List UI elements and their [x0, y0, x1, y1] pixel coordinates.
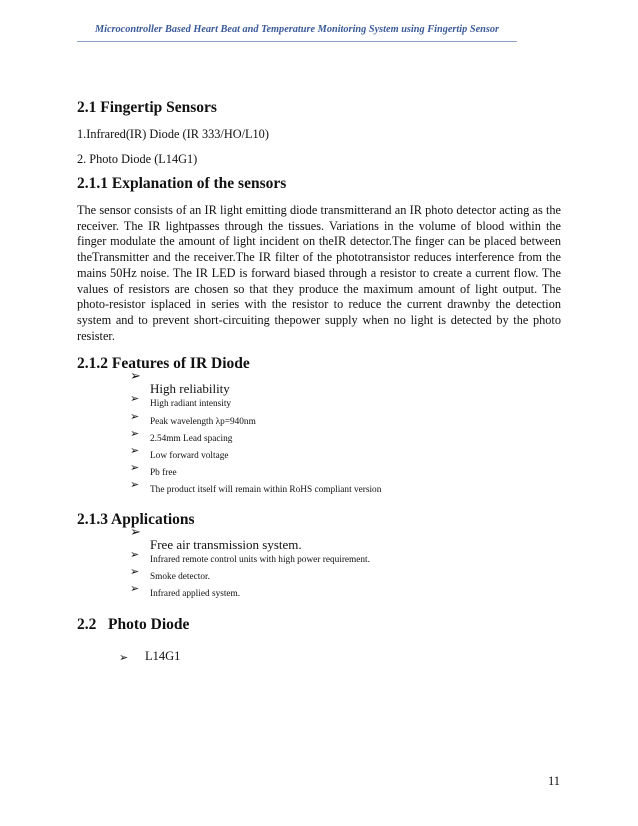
arrow-bullet-icon: ➢ [119, 652, 129, 665]
list-item [77, 523, 561, 552]
application-text: Infrared applied system. [150, 588, 241, 599]
list-item [77, 427, 561, 448]
page-content [77, 98, 561, 664]
sensor-item-photo-diode: 2. Photo Diode (L14G1) [77, 152, 198, 166]
feature-text: Pb free [150, 468, 177, 479]
arrow-bullet-icon: ➢ [130, 368, 141, 384]
photo-diode-model: L14G1 [145, 649, 181, 664]
photo-diode-item [77, 648, 561, 664]
arrow-bullet-icon: ➢ [130, 582, 140, 595]
heading-ir-features: 2.1.2 Features of IR Diode [77, 355, 250, 373]
heading-fingertip-sensors: 2.1 Fingertip Sensors [77, 99, 217, 116]
page-number: 11 [547, 774, 560, 788]
feature-text: Peak wavelength λp=940nm [150, 416, 256, 427]
heading-applications: 2.1.3 Applications [77, 510, 195, 528]
feature-text: The product itself will remain within RoHS compliant version [150, 485, 382, 496]
list-item [77, 393, 561, 413]
sensor-item-ir-diode: 1.Infrared(IR) Diode (IR 333/HO/L10) [77, 127, 269, 141]
application-text: Free air transmission system. [150, 536, 302, 552]
applications-list [77, 523, 561, 604]
list-item [77, 582, 561, 603]
list-item [77, 444, 561, 465]
running-header: Microcontroller Based Heart Beat and Temperature Monitoring System using Fingertip Sensor [94, 24, 500, 35]
heading-photo-diode: 2.2 Photo Diode [77, 616, 190, 634]
list-item [77, 548, 561, 569]
header-divider [77, 41, 517, 42]
application-text: Infrared remote control units with high power requirement. [150, 554, 370, 565]
arrow-bullet-icon: ➢ [130, 427, 140, 440]
arrow-bullet-icon: ➢ [130, 462, 140, 475]
list-item [77, 462, 561, 482]
list-item [77, 410, 561, 431]
heading-explanation: 2.1.1 Explanation of the sensors [77, 175, 287, 192]
list-item [77, 368, 561, 397]
arrow-bullet-icon: ➢ [130, 479, 140, 492]
ir-features-list [77, 368, 561, 499]
feature-text: High radiant intensity [150, 399, 232, 410]
arrow-bullet-icon: ➢ [130, 410, 140, 423]
feature-text: High reliability [150, 381, 230, 397]
list-item [77, 565, 561, 586]
arrow-bullet-icon: ➢ [130, 548, 140, 561]
arrow-bullet-icon: ➢ [130, 523, 141, 539]
application-text: Smoke detector. [150, 571, 210, 582]
arrow-bullet-icon: ➢ [130, 444, 140, 457]
explanation-paragraph: The sensor consists of an IR light emitting diode transmitterand an IR photo detector acting as the receiver. The IR lightpasses through the tissues. Variations in the volume of blood within the finger modulate the amount of light incident on theIR detector.The finger can be placed between theTransmitter and the receiver.The IR filter of the phototransistor reduces interference from the mains 50Hz noise. The IR LED is forward biased through a resistor to create a current flow. The values of resistors are chosen so that they produce the maximum amount of light output. The photo-resistor isplaced in series with the resistor to reduce the current drawnby the detection system and to prevent short-circuiting thepower supply when no light is detected by the photo resister. [77, 203, 561, 343]
feature-text: Low forward voltage [150, 450, 229, 461]
list-item [77, 479, 561, 499]
arrow-bullet-icon: ➢ [130, 565, 140, 578]
feature-text: 2.54mm Lead spacing [150, 433, 233, 444]
arrow-bullet-icon: ➢ [130, 393, 140, 406]
